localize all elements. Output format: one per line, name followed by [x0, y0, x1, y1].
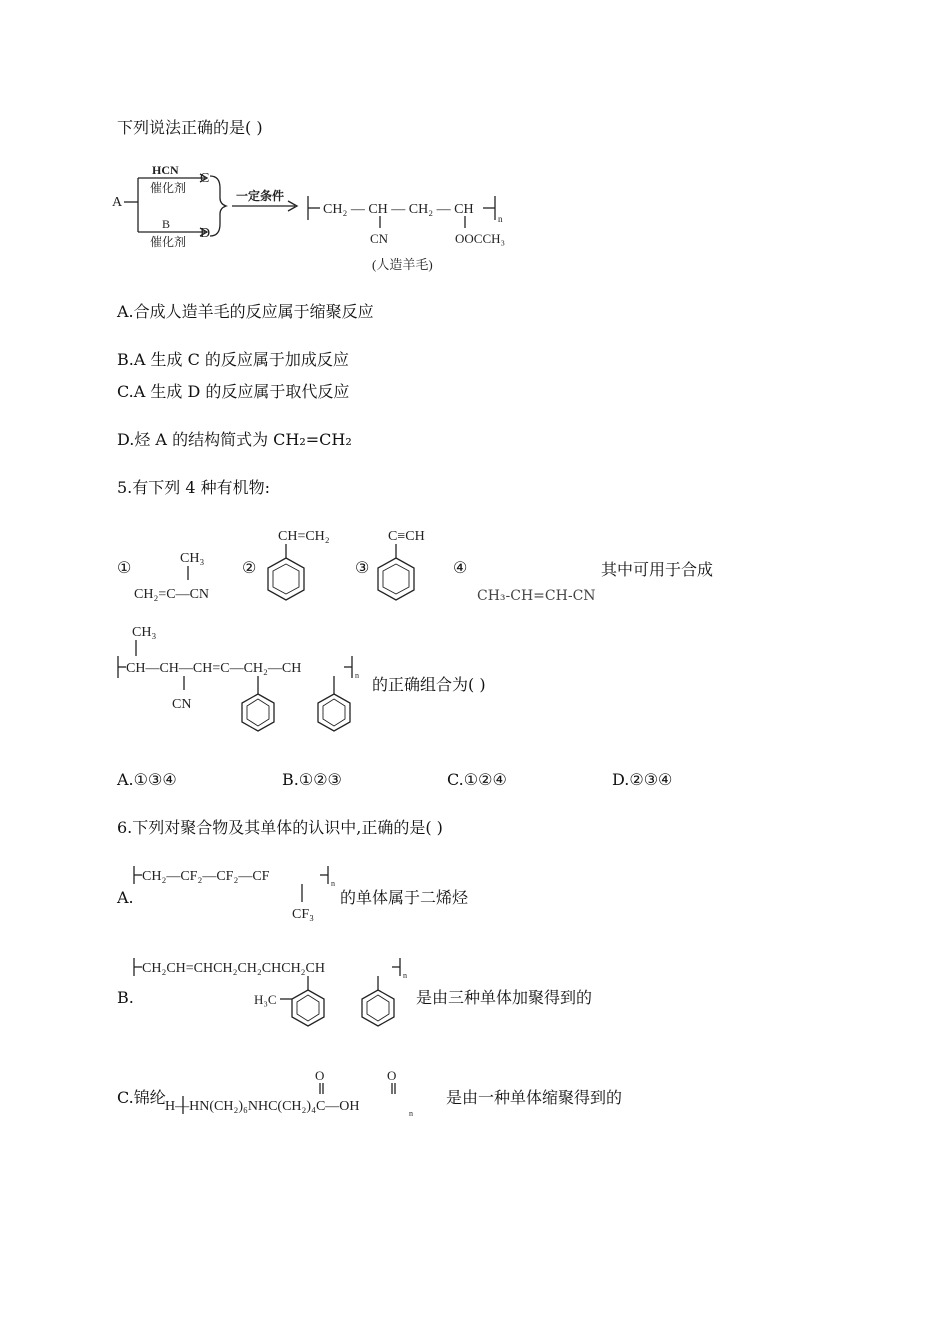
q6-option-a-text: 的单体属于二烯烃 [340, 888, 469, 907]
q6a-cf3: CF₃ [292, 907, 315, 922]
scheme-start: A [112, 195, 123, 210]
q6a-formula: CH₂—CF₂—CF₂—CF [142, 869, 270, 884]
q6a-n: n [331, 879, 335, 888]
compound3-ethynyl: C≡CH [388, 529, 425, 544]
q4-option-a: A.合成人造羊毛的反应属于缩聚反应 [117, 302, 374, 321]
polymer-main: CH—CH—CH=C—CH₂—CH [126, 661, 302, 676]
q5-target-polymer [112, 620, 372, 745]
compound1-main: CH₂=C—CN [134, 587, 210, 602]
q5-label-1: ① [117, 558, 132, 577]
q6b-h3c: H₃C [254, 992, 277, 1007]
scheme-product-d: D [200, 226, 211, 241]
q5-tail-text: 其中可用于合成 [601, 560, 714, 579]
compound2-vinyl: CH=CH₂ [278, 529, 330, 544]
q6-option-c-polymer [165, 1064, 447, 1120]
q5-compound-2-styrene [262, 520, 362, 615]
scheme-catalyst-bottom: 催化剂 [150, 235, 187, 249]
q5-label-4: ④ [453, 558, 468, 577]
q4-option-c: C.A 生成 D 的反应属于取代反应 [117, 382, 350, 401]
polymer-cn: CN [172, 697, 192, 712]
q4-stem: 下列说法正确的是( ) [117, 118, 263, 137]
q6c-n: n [409, 1109, 413, 1118]
q5-stem: 5.有下列 4 种有机物: [117, 478, 271, 497]
q6-stem: 6.下列对聚合物及其单体的认识中,正确的是( ) [117, 818, 443, 837]
q6-option-c-text: 是由一种单体缩聚得到的 [446, 1088, 623, 1107]
q6-option-c-label: C.锦纶 [117, 1088, 166, 1107]
scheme-reagent-top: HCN [152, 163, 179, 177]
q5-label-3: ③ [355, 558, 370, 577]
q6-option-b-polymer [128, 950, 418, 1040]
q5-option-a: A.①③④ [117, 770, 177, 789]
q5-label-2: ② [242, 558, 257, 577]
q5-option-d: D.②③④ [612, 770, 673, 789]
q4-option-d: D.烃 A 的结构简式为 CH₂=CH₂ [117, 430, 352, 449]
scheme-polymer-main: CH₂ — CH — CH₂ — CH [323, 202, 474, 217]
q4-reaction-scheme [110, 158, 530, 278]
q6c-o2: O [387, 1068, 397, 1083]
compound1-ch3: CH₃ [180, 551, 205, 566]
scheme-catalyst-top: 催化剂 [150, 181, 187, 195]
q6b-formula: CH₂CH=CHCH₂CH₂CHCH₂CH [142, 961, 326, 976]
scheme-reagent-bottom: B [162, 217, 171, 231]
q4-option-b: B.A 生成 C 的反应属于加成反应 [117, 350, 349, 369]
scheme-substituent-cn: CN [370, 231, 389, 246]
q5-option-c: C.①②④ [447, 770, 507, 789]
q6-option-a-polymer [128, 858, 343, 928]
q6-option-b-label: B. [117, 988, 134, 1007]
q6c-o1: O [315, 1068, 325, 1083]
q6-option-b-text: 是由三种单体加聚得到的 [416, 988, 593, 1007]
q5-option-b: B.①②③ [282, 770, 342, 789]
scheme-product-c: C [200, 171, 210, 186]
polymer-ch3: CH₃ [132, 625, 157, 640]
q5-compound-1 [130, 540, 250, 610]
polymer-n: n [355, 671, 359, 680]
q6-option-a-label: A. [117, 888, 134, 907]
scheme-polymer-name: (人造羊毛) [372, 257, 433, 272]
scheme-substituent-ooccH3: OOCCH₃ [455, 231, 506, 246]
q6c-formula: H—HN(CH₂)₆NHC(CH₂)₄C—OH [165, 1099, 360, 1114]
q6b-n: n [403, 971, 407, 980]
scheme-condition: 一定条件 [236, 189, 285, 203]
q5-after-polymer: 的正确组合为( ) [372, 675, 486, 694]
q5-compound-4: CH₃-CH=CH-CN [477, 588, 596, 604]
scheme-n: n [498, 214, 503, 224]
